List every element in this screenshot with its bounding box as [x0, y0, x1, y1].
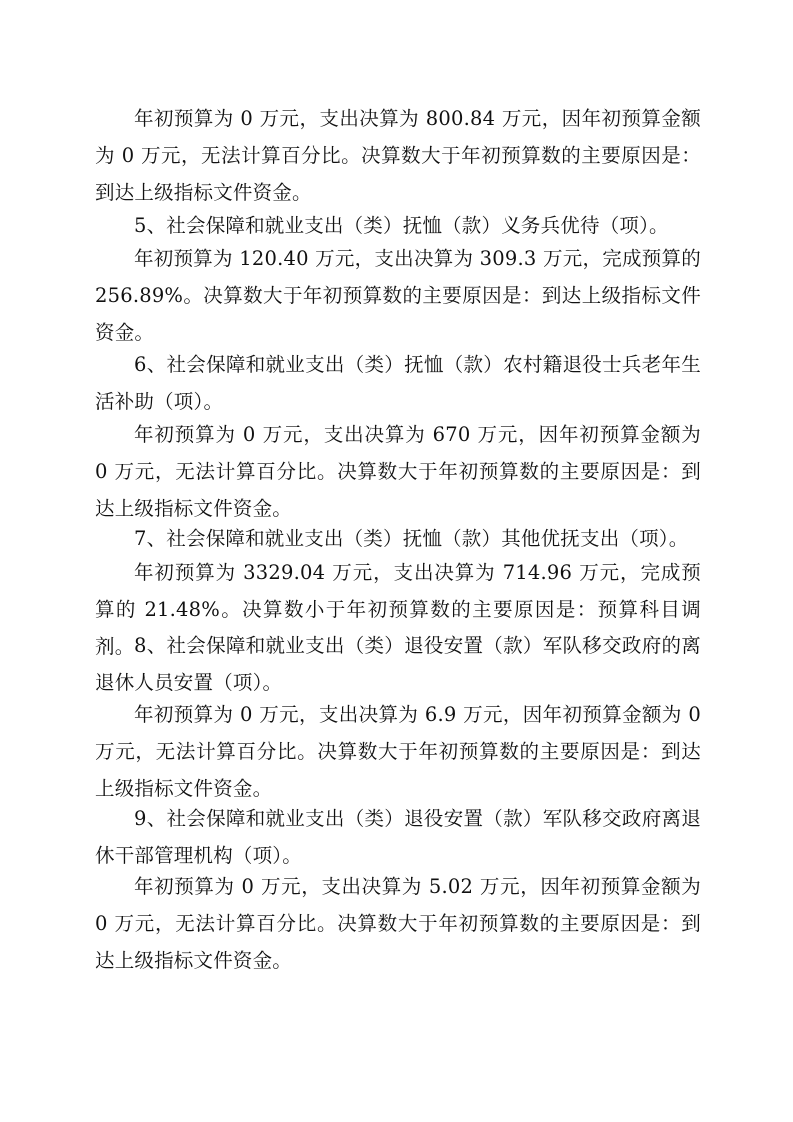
paragraph-budget-text: 年初预算为 3329.04 万元，支出决算为 714.96 万元，完成预算的 21.48%。决算数小于年初预算数的主要原因是：预算科目调剂。: [95, 561, 701, 658]
section-heading-6: 6、社会保障和就业支出（类）抚恤（款）农村籍退役士兵老年生活补助（项）。: [95, 353, 701, 413]
section-heading-7: 7、社会保障和就业支出（类）抚恤（款）其他优抚支出（项）。: [134, 527, 689, 550]
section-heading-9: 9、社会保障和就业支出（类）退役安置（款）军队移交政府离退休干部管理机构（项）。: [95, 807, 701, 867]
paragraph-budget-text: 年初预算为 120.40 万元，支出决算为 309.3 万元，完成预算的 256.89%。决算数大于年初预算数的主要原因是：到达上级指标文件资金。: [95, 247, 701, 344]
paragraph-budget-text: 年初预算为 0 万元，支出决算为 800.84 万元，因年初预算金额为 0 万元，无法计算百分比。决算数大于年初预算数的主要原因是：到达上级指标文件资金。: [95, 107, 701, 204]
paragraph-budget-text: 年初预算为 0 万元，支出决算为 5.02 万元，因年初预算金额为 0 万元，无法计算百分比。决算数大于年初预算数的主要原因是：到达上级指标文件资金。: [95, 875, 701, 972]
section-heading-5: 5、社会保障和就业支出（类）抚恤（款）义务兵优待（项）。: [134, 214, 669, 237]
paragraph-budget-text: 年初预算为 0 万元，支出决算为 670 万元，因年初预算金额为 0 万元，无法计算百分比。决算数大于年初预算数的主要原因是：到达上级指标文件资金。: [95, 423, 701, 520]
paragraph-budget-text: 年初预算为 0 万元，支出决算为 6.9 万元，因年初预算金额为 0 万元，无法计算百分比。决算数大于年初预算数的主要原因是：到达上级指标文件资金。: [95, 703, 701, 800]
section-heading-8: 8、社会保障和就业支出（类）退役安置（款）军队移交政府的离退休人员安置（项）。: [95, 634, 701, 694]
